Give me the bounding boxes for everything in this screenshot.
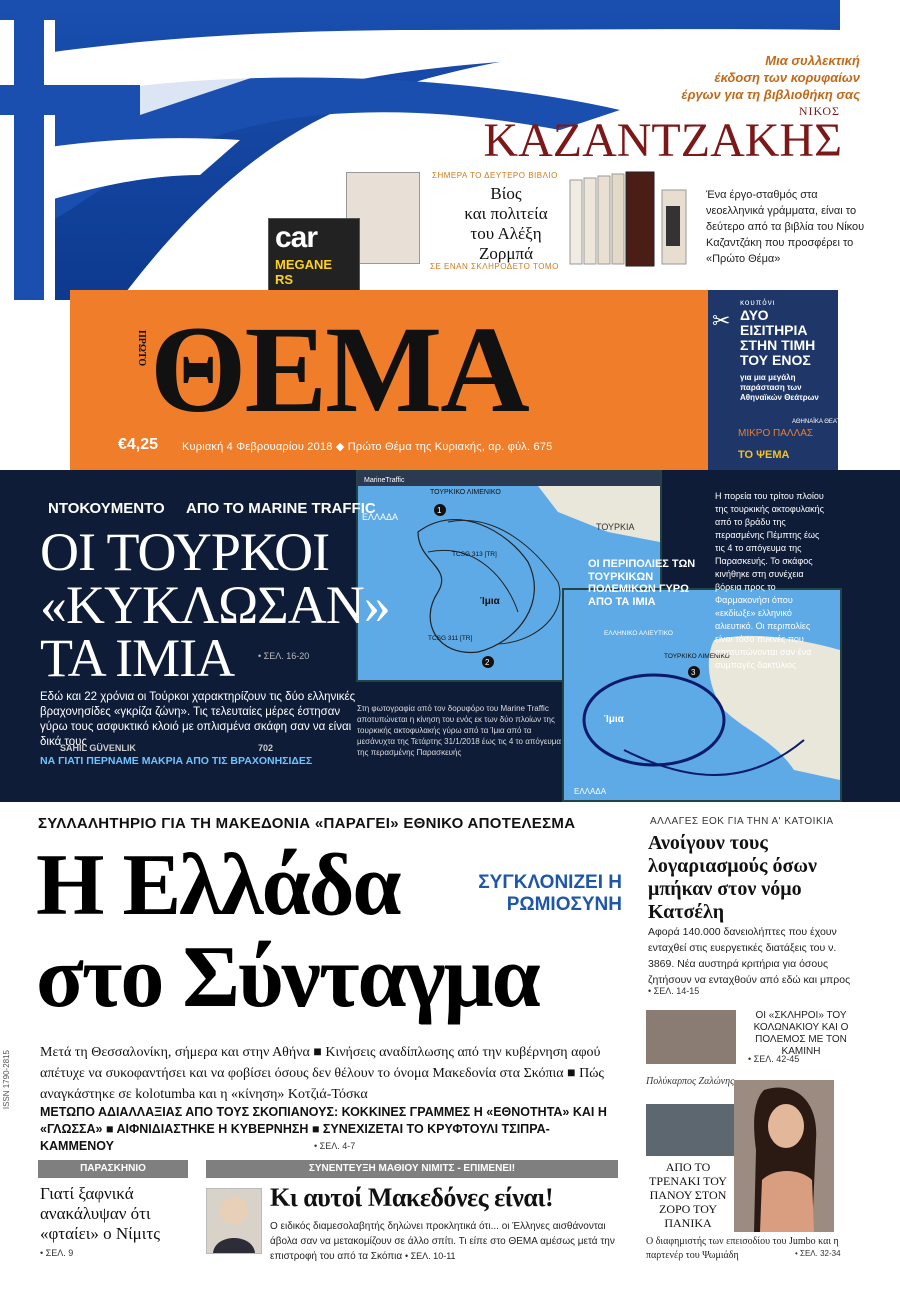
- main-subheadline: ΜΕΤΩΠΟ ΑΔΙΑΛΛΑΞΙΑΣ ΑΠΟ ΤΟΥΣ ΣΚΟΠΙΑΝΟΥΣ: ΚΟΚΚΙΝΕΣ ΓΡΑΜΜΕΣ Η «ΕΘΝΟΤΗΤΑ» ΚΑΙ Η «ΓΛΩΣΣΑ» ■ ΑΙΦΝΙΔΙΑΣΤΗΚΕ Η ΚΥΒΕΡΝΗΣΗ ■ ΣΥΝΕΧΙΖΕΤΑΙ ΤΟ ΚΡΥΦΤΟΥΛΙ ΤΣΙΠΡΑ-ΚΑΜΜΕΝΟΥ: [40, 1105, 607, 1153]
- promo-description: Ένα έργο-σταθμός στα νεοελληνικά γράμματα, είναι το δεύτερο από τα βιβλία του Νίκου Καζαντζάκη που προσφέρει το «Πρώτο Θέμα»: [706, 189, 865, 265]
- right-pages: • ΣΕΛ. 14-15: [648, 986, 700, 996]
- right-story2[interactable]: ΟΙ «ΣΚΛΗΡΟΙ» ΤΟΥ ΚΟΛΩΝΑΚΙΟΥ ΚΑΙ Ο ΠΟΛΕΜΟΣ ΜΕ ΤΟΝ ΚΑΜΙΝΗ: [753, 1010, 849, 1057]
- promo-book-title: [436, 184, 576, 264]
- books-stack-image: [568, 170, 696, 270]
- masthead-title: ΘΕΜΑ: [150, 301, 528, 438]
- coupon-venue: ΜΙΚΡΟ ΠΑΛΛΑΣ: [738, 428, 814, 439]
- spine-code: ISSN 1790-2815: [2, 1050, 11, 1110]
- promo-volume-label: ΣΕ ΕΝΑΝ ΣΚΛΗΡΟΔΕΤΟ ΤΟΜΟ: [430, 262, 559, 271]
- promo-author-first: ΝΙΚΟΣ: [798, 104, 840, 118]
- woman-photo: [734, 1080, 834, 1232]
- band-headline-line: ΟΙ ΤΟΥΡΚΟΙ: [40, 522, 330, 582]
- kolonaki-photo: [646, 1010, 736, 1064]
- band-headline: [40, 522, 400, 688]
- panikas-photo: [646, 1104, 734, 1156]
- interview-body: Ο ειδικός διαμεσολαβητής δηλώνει προκλητικά ότι... οι Έλληνες αισθάνονται άβολα σαν να μετακομίζουν σε άλλο σπίτι. Τι είπε στο ΘΕΜΑ αμέσως μετά την επιστροφή του από τα Σκόπια: [270, 1221, 615, 1262]
- map-2-greece-label: ΕΛΛΑΔΑ: [574, 787, 607, 796]
- main-side-subheadline: ΣΥΓΚΛΟΝΙΖΕΙ Η ΡΩΜΙΟΣΥΝΗ: [478, 872, 622, 915]
- promo-book-line: του Αλέξη: [470, 224, 542, 243]
- magazine-brand: car: [275, 221, 318, 254]
- promo-book-line: Βίος: [490, 184, 522, 203]
- woman-graphic: [734, 1080, 834, 1232]
- promo-tagline-line: έκδοση των κορυφαίων: [714, 70, 860, 85]
- main-kicker: ΣΥΛΛΑΛΗΤΗΡΙΟ ΓΙΑ ΤΗ ΜΑΚΕΔΟΝΙΑ «ΠΑΡΑΓΕΙ» ΕΘΝΙΚΟ ΑΠΟΤΕΛΕΣΜΑ: [38, 815, 576, 832]
- coupon-theater-logo: ΑΘΗΝΑΪΚΑ ΘΕΑΤΡΑ: [792, 419, 848, 425]
- map-1-port-label: ΤΟΥΡΚΙΚΟ ΛΙΜΕΝΙΚΟ: [430, 489, 501, 496]
- svg-text:2: 2: [485, 658, 490, 667]
- svg-text:3: 3: [691, 668, 696, 677]
- promo-book-line: και πολιτεία: [464, 204, 548, 223]
- right-pages3: • ΣΕΛ. 32-34: [795, 1249, 841, 1258]
- map-2-port-label: ΤΟΥΡΚΙΚΟ ΛΙΜΕΝΙΚΟ: [664, 653, 730, 660]
- promo-tagline: [681, 52, 860, 103]
- band-pages: • ΣΕΛ. 16-20: [258, 651, 310, 661]
- paraskinio-headline[interactable]: Γιατί ξαφνικά ανακάλυψαν ότι «φταίει» ο Νίμιτς: [40, 1184, 160, 1243]
- right-headline3[interactable]: ΑΠΟ ΤΟ ΤΡΕΝΑΚΙ ΤΟΥ ΠΑΝΟΥ ΣΤΟΝ ΖΟΡΟ ΤΟΥ ΠΑΝΙΚΑ: [649, 1160, 727, 1230]
- interview-text: [270, 1219, 620, 1264]
- ship-number: 702: [258, 743, 274, 753]
- main-headline: [36, 837, 636, 1026]
- map-1-app-label: MarineTraffic: [364, 477, 405, 484]
- promo-today-label: ΣΗΜΕΡΑ ΤΟ ΔΕΥΤΕΡΟ ΒΙΒΛΙΟ: [432, 171, 558, 180]
- map-1-ship2-label: TCSG 311 [TR]: [428, 635, 473, 642]
- interview-bar: ΣΥΝΕΝΤΕΥΞΗ ΜΑΘΙΟΥ ΝΙΜΙΤΣ - ΕΠΙΜΕΝΕΙ!: [206, 1160, 618, 1178]
- promo-book-line: Ζορμπά: [479, 244, 533, 263]
- paraskinio-pages: • ΣΕΛ. 9: [40, 1248, 74, 1258]
- band-photo-caption: Στη φωτογραφία από τον δορυφόρο του Marine Traffic αποτυπώνεται η κίνηση του ενός εκ των δύο πλοίων της τουρκικής ακτοφυλακής γύρω από τα Ίμια από τα μεσάνυχτα της Τετάρτης 31/1/2018 έως τις 4 το απόγευμα της περασμένης Παρασκευής: [357, 704, 561, 757]
- main-deck: Μετά τη Θεσσαλονίκη, σήμερα και στην Αθήνα ■ Κινήσεις αναδίπλωσης από την κυβέρνηση αφού απέτυχε να συκοφαντήσει και να φοβίσει όσους δεν θέλουν το όνομα Μακεδονία στα Σκόπια ■ Πώς αναγκάστηκε σε kolotumba και η «κίνηση» Κοτζιά-Τόσκα: [40, 1045, 604, 1102]
- right-pages2: • ΣΕΛ. 42-45: [748, 1054, 800, 1064]
- right-author: Πολύκαρπος Ζαλώνης: [646, 1076, 735, 1087]
- map-2-imia-label: Ίμια: [604, 714, 624, 725]
- main-pages: • ΣΕΛ. 4-7: [314, 1141, 356, 1151]
- right-text3: Ο διαφημιστής των επεισοδίου του Jumbo και η παρτενέρ του Ψωμιάδη: [646, 1236, 839, 1261]
- ship-tag: SAHIL GÜVENLIK: [60, 743, 136, 753]
- map-1-greece-label: ΕΛΛΑΔΑ: [362, 512, 399, 522]
- svg-text:1: 1: [437, 506, 442, 515]
- right-text: Αφορά 140.000 δανειολήπτες που έχουν ενταχθεί στις ευεργετικές διατάξεις του ν. 3869. Νέα αυστηρά κριτήρια για όσους ζητήσουν να ενταχθούν από εδώ και μπρος: [648, 926, 851, 986]
- map-1-imia-label: Ίμια: [480, 596, 500, 607]
- band-headline-line: ΤΑ ΙΜΙΑ: [40, 628, 235, 688]
- map-1-ship1-label: TCSG 313 [TR]: [452, 551, 497, 558]
- paraskinio-bar: ΠΑΡΑΣΚΗΝΙΟ: [38, 1160, 188, 1178]
- masthead-issue-line: Κυριακή 4 Φεβρουαρίου 2018 ◆ Πρώτο Θέμα της Κυριακής, αρ. φύλ. 675: [182, 441, 553, 453]
- band-patrol-label: ΟΙ ΠΕΡΙΠΟΛΙΕΣ ΤΩΝ ΤΟΥΡΚΙΚΩΝ ΠΟΛΕΜΙΚΩΝ ΓΥΡΩ ΑΠΟ ΤΑ ΙΜΙΑ: [588, 558, 696, 608]
- band-text: Εδώ και 22 χρόνια οι Τούρκοι χαρακτηρίζουν τις δύο ελληνικές βραχονησίδες «γκρίζα ζώνη». Τις τελευταίες μέρες έστησαν γύρω τους ασφυκτικό κλοιό με οπλισμένα σκάφη σαν να είναι δικά τους: [40, 691, 356, 748]
- band-headline-line: «ΚΥΚΛΩΣΑΝ»: [40, 575, 390, 635]
- interview-headline[interactable]: Κι αυτοί Μακεδόνες είναι!: [270, 1183, 554, 1212]
- coupon-play: ΤΟ ΨΕΜΑ: [738, 449, 790, 461]
- interview-pages: • ΣΕΛ. 10-11: [404, 1251, 456, 1261]
- portrait-graphic: [207, 1189, 261, 1253]
- nimitz-photo: [206, 1188, 262, 1254]
- coupon-label: κουπόνι: [740, 298, 776, 307]
- band-kicker-box: ΝΤΟΚΟΥΜΕΝΤΟ: [48, 500, 165, 517]
- band-link[interactable]: ΝΑ ΓΙΑΤΙ ΠΕΡΝΑΜΕ ΜΑΚΡΙΑ ΑΠΟ ΤΙΣ ΒΡΑΧΟΝΗΣΙΔΕΣ: [40, 755, 313, 767]
- promo-tagline-line: έργων για τη βιβλιοθήκη σας: [681, 87, 860, 102]
- promo-tagline-line: Μια συλλεκτική: [765, 53, 860, 68]
- main-headline-line: στο Σύνταγμα: [36, 929, 539, 1026]
- right-kicker: ΑΛΛΑΓΕΣ ΕΟΚ ΓΙΑ ΤΗΝ Α' ΚΑΤΟΙΚΙΑ: [650, 816, 834, 827]
- map-1-turkey-label: ΤΟΥΡΚΙΑ: [596, 522, 635, 532]
- map-2-boat-label: ΕΛΛΗΝΙΚΟ ΑΛΙΕΥΤΙΚΟ: [604, 630, 673, 637]
- masthead-proto: ΠΡΩΤΟ: [136, 330, 147, 367]
- magazine-cover-text: MEGANE RS: [275, 257, 333, 287]
- coupon-subtitle: για μια μεγάλη παράσταση των Αθηναϊκών Θεάτρων: [740, 373, 819, 402]
- main-headline-line: Η Ελλάδα: [36, 837, 400, 934]
- scissors-icon: ✂: [712, 308, 731, 333]
- promo-author-name: ΚΑΖΑΝΤΖΑΚΗΣ: [483, 114, 842, 167]
- band-kicker-rest: ΑΠΟ ΤΟ MARINE TRAFFIC: [186, 500, 376, 517]
- right-headline[interactable]: Ανοίγουν τους λογαριασμούς όσων μπήκαν στον νόμο Κατσέλη: [648, 832, 817, 923]
- band-side-text: Η πορεία του τρίτου πλοίου της τουρκικής ακτοφυλακής από το βράδυ της περασμένης Πέμπτης έως τις 4 το απόγευμα της Παρασκευής. Το σκάφος κινήθηκε στη συνέχεια βόρεια προς το Φαρμακονήσι όπου «εκδίωξε» ελληνικό αλιευτικό. Οι περιπολίες είναι τόσο πυκνές που αποτυπώνονται σαν ένα συμπαγές δακτύλιος: [715, 491, 825, 670]
- coupon-headline: ΔΥΟ ΕΙΣΙΤΗΡΙΑ ΣΤΗΝ ΤΙΜΗ ΤΟΥ ΕΝΟΣ: [740, 307, 816, 368]
- masthead-price: €4,25: [118, 436, 159, 453]
